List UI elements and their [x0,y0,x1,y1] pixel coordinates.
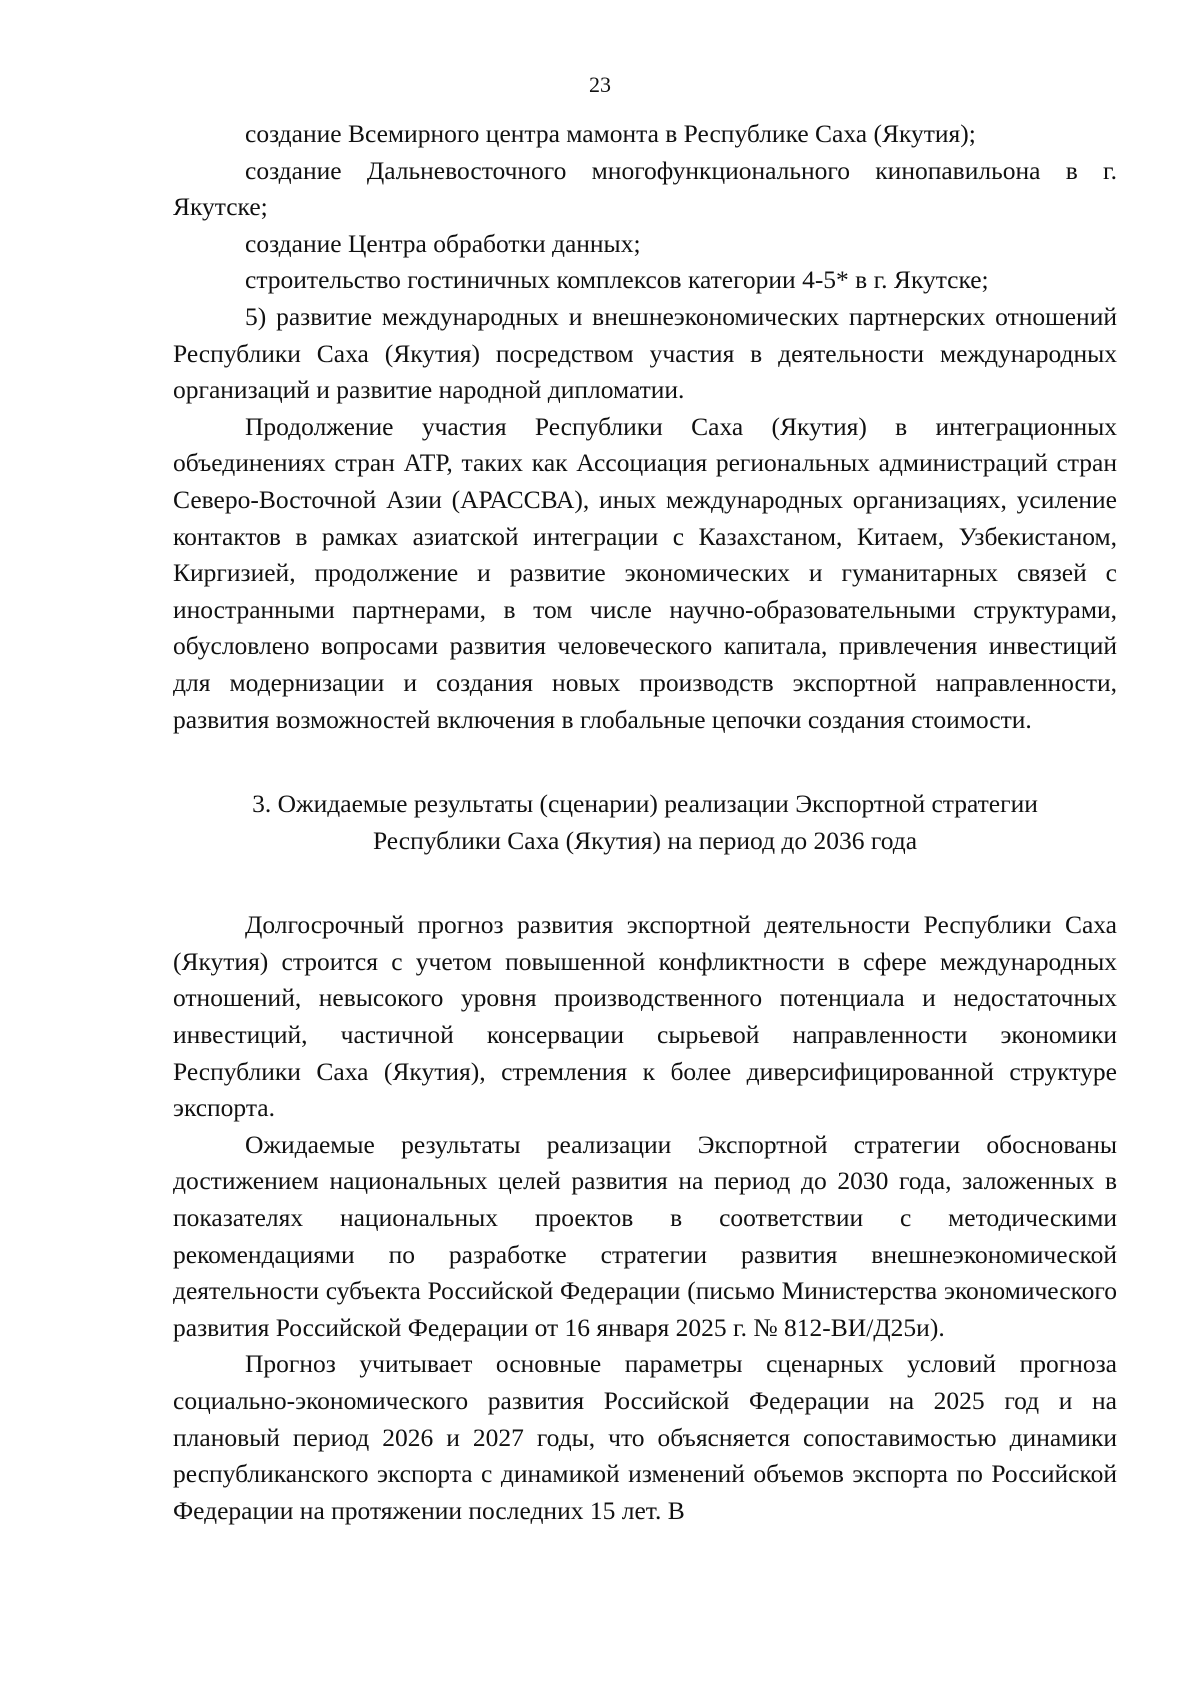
paragraph-integration-participation: Продолжение участия Республики Саха (Якутия) в интеграционных объединениях стран АТР, таких как Ассоциация региональных администраций стран Северо-Восточной Азии (АРАССВА), иных международных организациях, усиление контактов в рамках азиатской интеграции с Казахстаном, Китаем, Узбекистаном, Киргизией, продолжение и развитие экономических и гуманитарных связей с иностранными партнерами, в том числе научно-образовательными структурами, обусловлено вопросами развития человеческого капитала, привлечения инвестиций для модернизации и создания новых производств экспортной направленности, развития возможностей включения в глобальные цепочки создания стоимости. [173,411,1117,734]
paragraph-hotel-complexes: строительство гостиничных комплексов категории 4-5* в г. Якутске; [245,265,989,295]
paragraph-mammoth-center: создание Всемирного центра мамонта в Республике Саха (Якутия); [245,119,976,148]
page-number: 23 [589,72,611,97]
paragraph-film-pavilion: создание Дальневосточного многофункционального кинопавильона в г. Якутске; [173,155,1117,222]
paragraph-international-partnership: 5) развитие международных и внешнеэкономических партнерских отношений Республики Саха (Якутия) посредством участия в деятельности международных организаций и развитие народной дипломатии. [173,301,1117,405]
paragraph-long-term-forecast: Долгосрочный прогноз развития экспортной деятельности Республики Саха (Якутия) строится с учетом повышенной конфликтности в сфере международных отношений, невысокого уровня производственного потенциала и недостаточных инвестиций, частичной консервации сырьевой направленности экономики Республики Саха (Якутия), стремления к более диверсифицированной структуре экспорта. [173,910,1117,1123]
section-heading-line-1: 3. Ожидаемые результаты (сценарии) реализации Экспортной стратегии [252,789,1038,819]
document-body [173,116,1117,1529]
paragraph-forecast-parameters: Прогноз учитывает основные параметры сценарных условий прогноза социально-экономического развития Российской Федерации на 2025 год и на плановый период 2026 и 2027 годы, что объясняется сопоставимостью динамики республиканского экспорта с динамикой изменений объемов экспорта по Российской Федерации на протяжении последних 15 лет. В [173,1349,1117,1525]
paragraph-expected-results: Ожидаемые результаты реализации Экспортной стратегии обоснованы достижением национальных целей развития на период до 2030 года, заложенных в показателях национальных проектов в соответствии с методическими рекомендациями по разработке стратегии развития внешнеэкономической деятельности субъекта Российской Федерации (письмо Министерства экономического развития Российской Федерации от 16 января 2025 г. № 812-ВИ/Д25и). [173,1129,1117,1342]
section-heading-line-2: Республики Саха (Якутия) на период до 2036 года [372,825,918,855]
paragraph-data-center: создание Центра обработки данных; [245,228,641,258]
section-heading [173,786,1117,859]
